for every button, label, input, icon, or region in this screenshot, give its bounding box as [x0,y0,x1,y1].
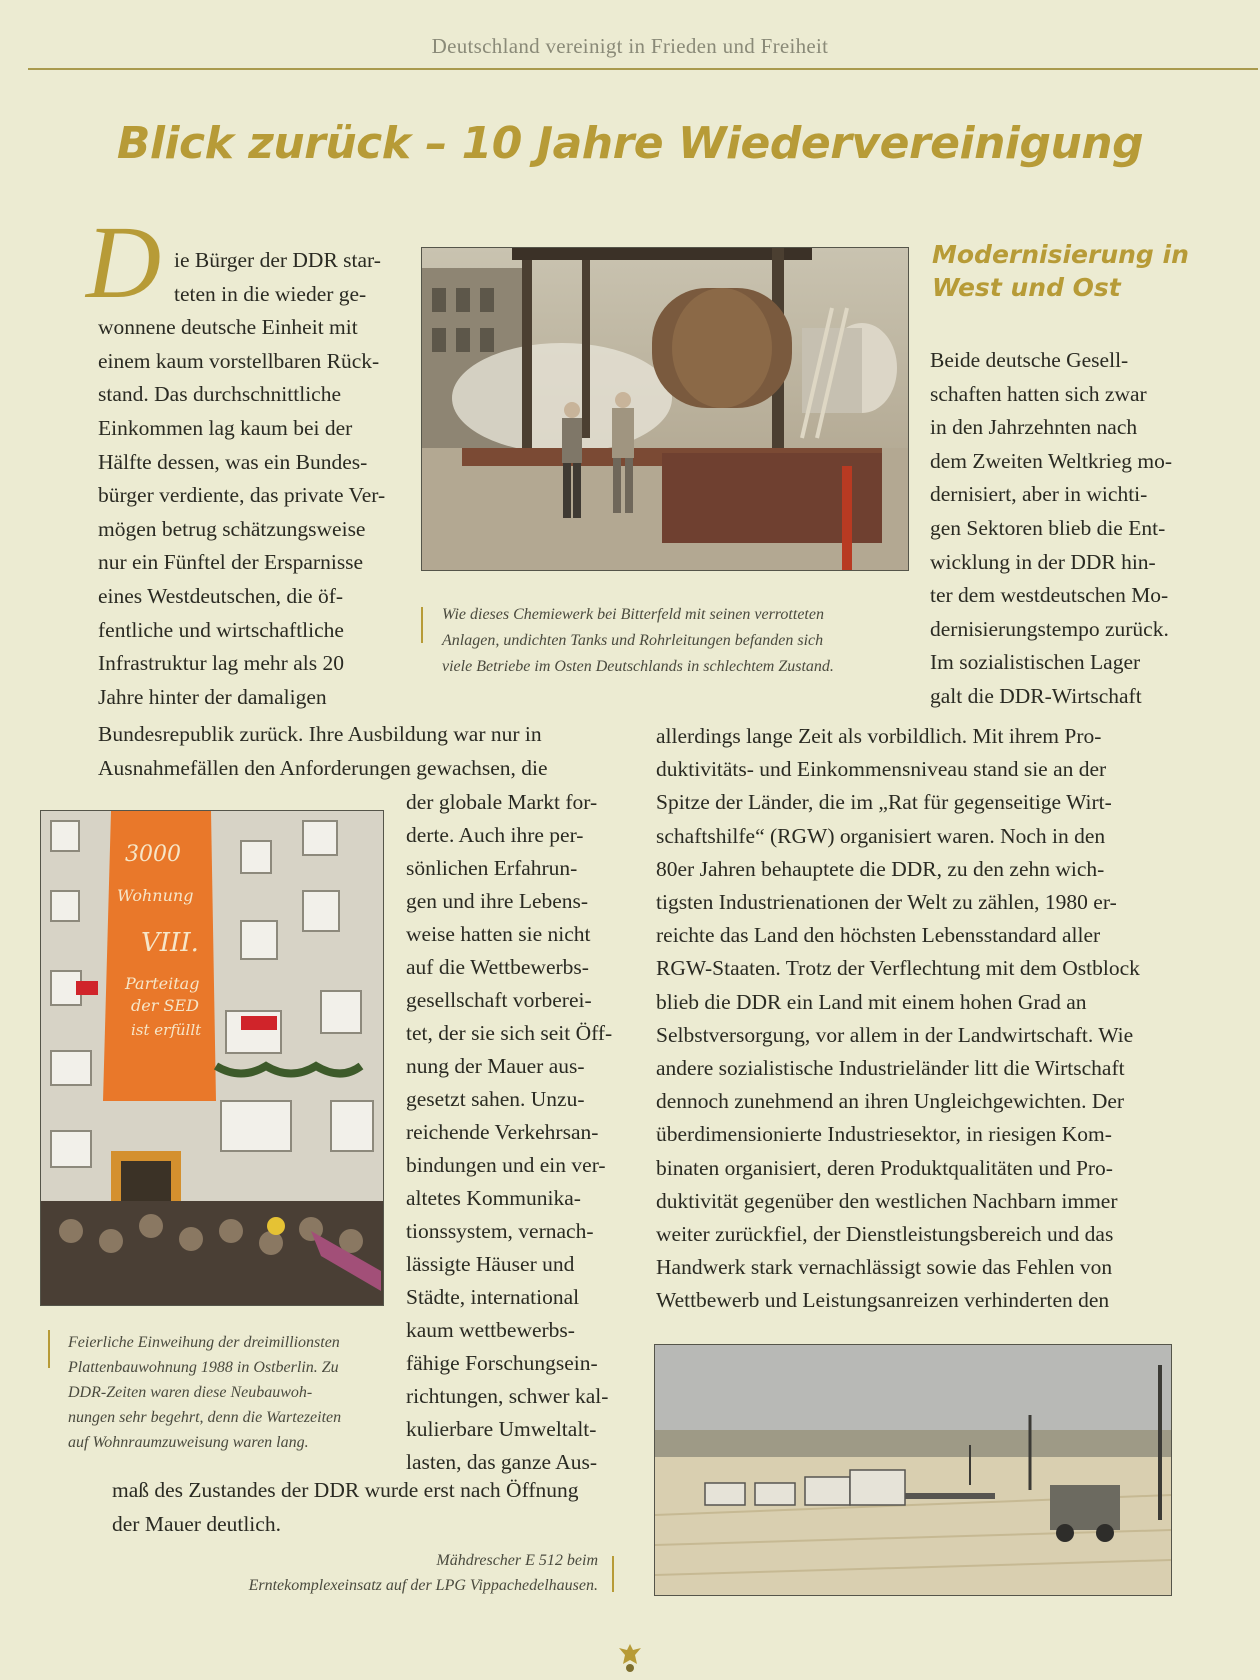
caption-line: auf Wohnraumzuweisung waren lang. [68,1434,309,1451]
article-line: reichte das Land den höchsten Lebensstandard aller [656,923,1101,948]
article-line: Spitze der Länder, die im „Rat für gegenseitige Wirt- [656,790,1112,815]
article-line: tigsten Industrienationen der Welt zu zählen, 1980 er- [656,890,1117,915]
article-line: fähige Forschungsein- [406,1351,598,1375]
article-line: duktivität gegenüber den westlichen Nachbarn immer [656,1188,1118,1213]
article-line: dennoch zunehmend an ihren Ungleichgewichten. Der [656,1089,1125,1114]
article-line: ter dem westdeutschen Mo- [930,583,1169,608]
article-line: derte. Auch ihre per- [406,823,584,847]
middle-column [406,786,616,1479]
article-line: sönlichen Erfahrun- [406,856,578,880]
right-column [656,720,1180,1318]
harvester-caption [200,1548,598,1598]
article-line: stand. Das durchschnittliche [98,382,342,407]
caption-line: viele Betriebe im Osten Deutschlands in schlechtem Zustand. [442,658,834,675]
article-line: gen Sektoren blieb die Ent- [930,515,1166,540]
article-line: andere sozialistische Industrieländer litt die Wirtschaft [656,1056,1125,1081]
article-line: kulierbare Umweltalt- [406,1417,597,1441]
article-line: richtungen, schwer kal- [406,1384,609,1408]
left-column-end [112,1474,620,1541]
banner-text: der SED [131,996,199,1015]
article-line: nur ein Fünftel der Ersparnisse [98,550,364,575]
article-line: tionssystem, vernach- [406,1219,594,1243]
article-line: Jahre hinter der damaligen [98,684,327,709]
article-line: gen und ihre Lebens- [406,889,589,913]
article-line: bindungen und ein ver- [406,1153,606,1177]
article-line: reichende Verkehrsan- [406,1120,599,1144]
caption-rule [421,607,423,643]
harvester-photo [654,1344,1172,1596]
article-line: der Mauer deutlich. [112,1511,281,1536]
article-line: 80er Jahren behauptete die DDR, zu den zehn wich- [656,856,1105,881]
article-line: maß des Zustandes der DDR wurde erst nach Öffnung [112,1478,579,1502]
article-line: Hälfte dessen, was ein Bundes- [98,449,368,474]
plattenbau-photo [40,810,384,1306]
article-line: Selbstversorgung, vor allem in der Landwirtschaft. Wie [656,1022,1134,1047]
article-line: Im sozialistischen Lager [930,650,1141,675]
page-title: Blick zurück – 10 Jahre Wiedervereinigung [116,118,1144,169]
article-line: blieb die DDR ein Land mit einem hohen Grad an [656,989,1087,1014]
article-line: duktivitäts- und Einkommensniveau stand sie an der [656,757,1107,782]
caption-line: Wie dieses Chemiewerk bei Bitterfeld mit seinen verrotteten [442,606,824,623]
header-rule [28,68,1258,70]
caption-rule [612,1556,614,1592]
banner-text: Wohnung [117,886,194,905]
banner-text: Parteitag [125,974,200,993]
article-line: lasten, das ganze Aus- [406,1450,598,1474]
article-line: ie Bürger der DDR star- [174,248,381,272]
article-line: dem Zweiten Weltkrieg mo- [930,448,1173,473]
article-line: der globale Markt for- [406,790,598,814]
article-line: Bundesrepublik zurück. Ihre Ausbildung war nur in [98,722,542,746]
drop-cap: D [86,205,162,320]
running-head: Deutschland vereinigt in Frieden und Freiheit [431,34,829,58]
article-line: überdimensionierte Industriesektor, in riesigen Kom- [656,1122,1112,1147]
article-line: allerdings lange Zeit als vorbildlich. Mit ihrem Pro- [656,724,1102,748]
article-line: Wettbewerb und Leistungsanreizen verhinderten den [656,1288,1110,1313]
article-line: nung der Mauer aus- [406,1054,585,1078]
caption-line: Erntekomplexeinsatz auf der LPG Vippachedelhausen. [248,1577,598,1594]
left-column-top [98,244,398,714]
eagle-logo-icon [617,1642,643,1678]
article-line: galt die DDR-Wirtschaft [930,683,1142,708]
right-column-top [930,344,1186,714]
caption-line: Mähdrescher E 512 beim [436,1552,598,1569]
article-line: tet, der sie sich seit Öff- [406,1021,613,1045]
article-line: kaum wettbewerbs- [406,1318,575,1342]
caption-line: Anlagen, undichten Tanks und Rohrleitungen befanden sich [442,632,824,649]
caption-line: Feierliche Einweihung der dreimillionsten [68,1334,340,1351]
article-line: gesellschaft vorberei- [406,988,592,1012]
article-line: bürger verdiente, das private Ver- [98,483,386,508]
article-line: weise hatten sie nicht [406,922,591,946]
article-line: altetes Kommunika- [406,1186,581,1210]
left-column-wide [98,718,620,785]
article-line: fentliche und wirtschaftliche [98,617,344,642]
article-line: eines Westdeutschen, die öf- [98,583,344,608]
chemical-plant-caption [442,602,912,680]
article-line: Einkommen lag kaum bei der [98,415,353,440]
article-line: Ausnahmefällen den Anforderungen gewachsen, die [98,755,548,780]
article-line: teten in die wieder ge- [174,281,367,306]
banner-text: ist erfüllt [131,1021,202,1039]
chemical-plant-photo [421,247,909,571]
article-line: in den Jahrzehnten nach [930,415,1138,440]
caption-rule [48,1330,50,1368]
banner-text: VIII. [141,928,199,958]
article-line: Infrastruktur lag mehr als 20 [98,651,344,676]
article-line: dernisiert, aber in wichti- [930,482,1148,507]
article-line: auf die Wettbewerbs- [406,955,589,979]
article-line: binaten organisiert, deren Produktqualitäten und Pro- [656,1155,1113,1180]
article-line: wonnene deutsche Einheit mit [98,315,358,340]
article-line: RGW-Staaten. Trotz der Verflechtung mit dem Ostblock [656,956,1140,981]
article-line: weiter zurückfiel, der Dienstleistungsbereich und das [656,1222,1114,1247]
plattenbau-caption [68,1330,398,1455]
article-line: gesetzt sahen. Unzu- [406,1087,585,1111]
banner-text: 3000 [125,842,181,867]
article-line: schaften hatten sich zwar [930,381,1147,406]
caption-line: nungen sehr begehrt, denn die Wartezeiten [68,1409,342,1426]
caption-line: DDR-Zeiten waren diese Neubauwoh- [68,1384,313,1401]
article-line: schaftshilfe“ (RGW) organisiert waren. Noch in den [656,823,1106,848]
article-line: dernisierungstempo zurück. [930,616,1169,641]
article-line: lässigte Häuser und [406,1252,575,1276]
article-line: Städte, international [406,1285,580,1309]
caption-line: Plattenbauwohnung 1988 in Ostberlin. Zu [68,1359,339,1376]
article-line: Handwerk stark vernachlässigt sowie das Fehlen von [656,1255,1113,1280]
article-line: mögen betrug schätzungsweise [98,516,366,541]
article-line: einem kaum vorstellbaren Rück- [98,348,380,373]
article-line: Beide deutsche Gesell- [930,348,1129,372]
side-heading: Modernisierung in West und Ost [932,240,1189,302]
article-line: wicklung in der DDR hin- [930,549,1156,574]
